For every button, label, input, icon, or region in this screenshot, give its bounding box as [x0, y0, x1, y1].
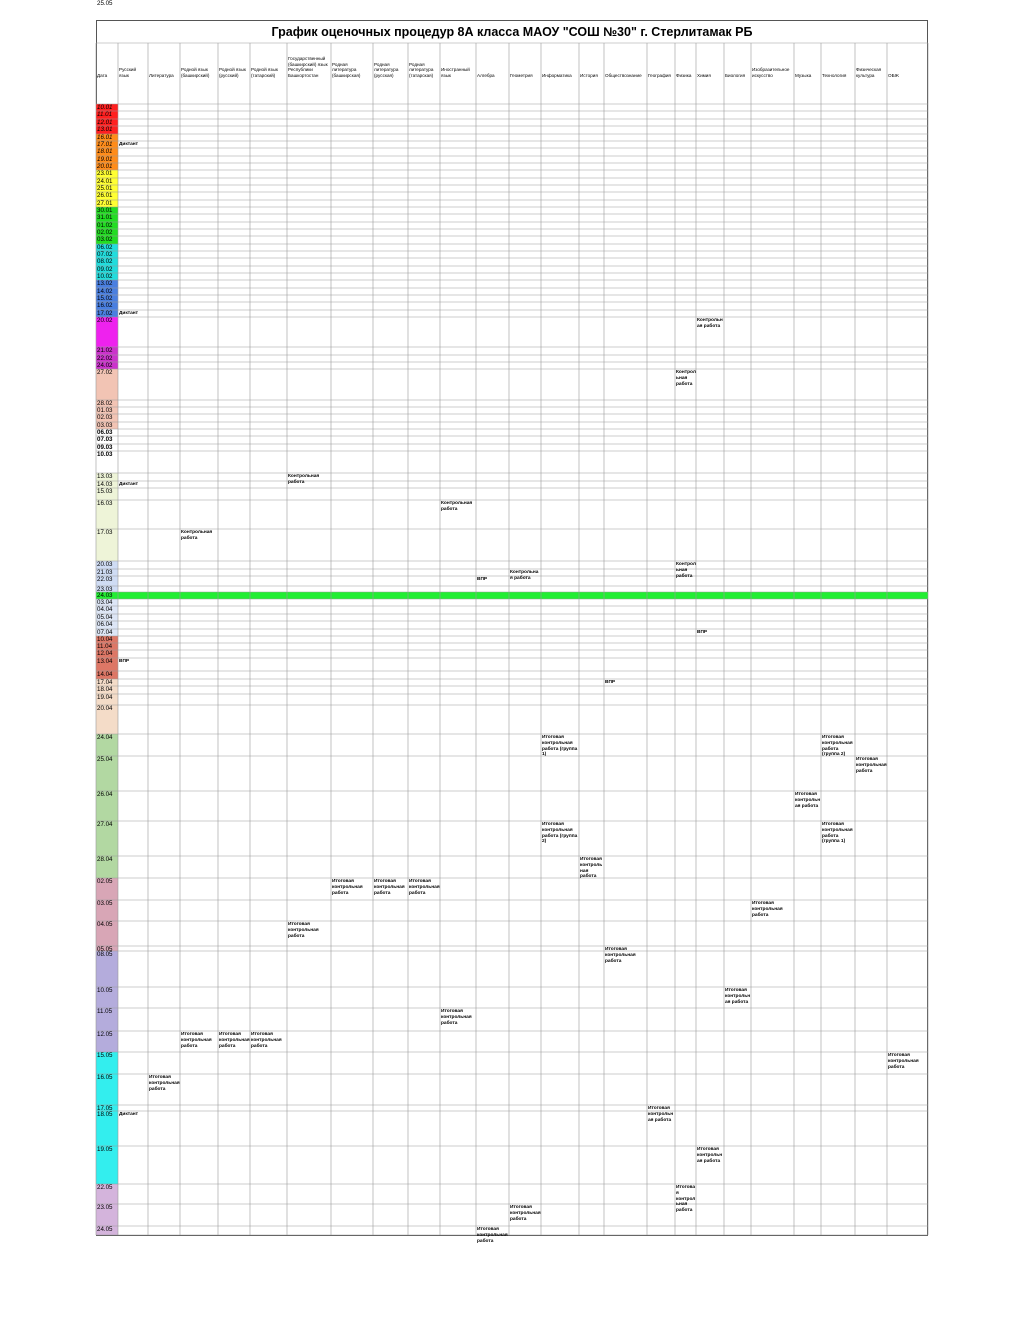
column-header: Обществознание	[605, 72, 642, 78]
date-label: 19.01	[97, 156, 113, 163]
date-label: 30.01	[97, 207, 113, 214]
column-header: Иностранный язык	[441, 67, 470, 78]
date-label: 11.01	[97, 111, 113, 118]
date-label: 03.03	[97, 422, 113, 429]
date-label: 07.02	[97, 251, 113, 258]
date-label: 20.03	[97, 561, 113, 568]
date-label: 04.04	[97, 606, 113, 613]
column-header: Родная литература (татарская)	[409, 61, 434, 78]
date-label: 08.05	[97, 951, 113, 958]
date-label: 28.04	[97, 856, 113, 863]
date-label: 22.02	[97, 355, 113, 362]
date-label: 07.03	[97, 436, 113, 443]
date-label: 31.01	[97, 214, 113, 221]
schedule-entry: Контрольная работа	[288, 474, 320, 485]
date-label: 22.05	[97, 1184, 113, 1191]
date-label: 16.02	[97, 302, 113, 309]
date-label: 06.04	[97, 621, 113, 628]
date-label: 03.02	[97, 236, 113, 243]
date-label: 09.02	[97, 266, 113, 273]
column-header: Литература	[149, 72, 174, 78]
column-header: Геометрия	[510, 72, 533, 78]
schedule-entry: Итоговая контрольная работа	[288, 922, 319, 939]
date-label: 21.03	[97, 569, 113, 576]
date-label: 01.02	[97, 222, 113, 229]
date-label: 26.01	[97, 192, 113, 199]
column-header: Технология	[822, 72, 847, 78]
date-label: 24.04	[97, 734, 113, 741]
column-header: Биология	[725, 72, 746, 78]
schedule-entry: Итоговая контрольная работа	[374, 879, 405, 896]
date-label: 12.01	[97, 119, 113, 126]
date-label: 10.03	[97, 451, 113, 458]
column-header: Родной язык (татарский)	[251, 67, 278, 78]
date-label: 06.03	[97, 429, 113, 436]
date-label: 25.05	[97, 0, 113, 7]
date-label: 21.02	[97, 347, 113, 354]
date-label: 28.02	[97, 400, 113, 407]
schedule-entry: Итоговая контрольная работа	[752, 901, 783, 918]
date-label: 16.01	[97, 134, 113, 141]
date-label: 01.03	[97, 407, 113, 414]
schedule-entry: Итоговая контрольная работа (группа 1)	[542, 735, 578, 758]
schedule-entry: Итоговая контрольная работа	[251, 1032, 282, 1049]
schedule-entry: Итоговая контрольная работа	[648, 1106, 674, 1123]
date-label: 25.01	[97, 185, 113, 192]
highlighted-row	[96, 592, 928, 599]
column-header: Изобразительное искусство	[752, 67, 790, 78]
schedule-entry: Диктант	[119, 311, 139, 316]
page-title: График оценочных процедур 8А класса МАОУ "СОШ №30" г. Стерлитамак РБ	[271, 25, 753, 39]
column-header: ОБЖ	[888, 72, 899, 78]
column-header: Государственный (башкирский) язык Республики Башкортостан	[288, 56, 328, 78]
column-header: Физическая культура	[856, 67, 882, 78]
date-label: 17.04	[97, 679, 113, 686]
schedule-entry: Контрольная работа	[441, 501, 473, 512]
schedule-entry: Итоговая контрольная работа	[580, 857, 603, 880]
schedule-entry: ВПР	[605, 680, 616, 685]
date-label: 10.02	[97, 273, 113, 280]
date-label: 02.05	[97, 878, 113, 885]
schedule-entry: Итоговая контрольная работа (группа 1)	[822, 822, 853, 845]
date-label: 20.02	[97, 317, 113, 324]
date-label: 12.05	[97, 1031, 113, 1038]
date-label: 25.04	[97, 756, 113, 763]
schedule-entry: ВПР	[697, 630, 708, 635]
date-label: 13.01	[97, 126, 113, 133]
date-label: 24.05	[97, 1226, 113, 1233]
schedule-entry: Итоговая контрольная работа	[605, 947, 636, 964]
schedule-entry: Контрольная работа	[181, 530, 213, 541]
date-label: 18.05	[97, 1111, 113, 1118]
schedule-entry: Контрольная работа	[676, 370, 696, 387]
schedule-entry: Итоговая контрольная работа	[149, 1075, 180, 1092]
date-label: 02.03	[97, 414, 113, 421]
column-header: География	[648, 72, 671, 78]
date-label: 23.01	[97, 170, 113, 177]
date-label: 08.02	[97, 258, 113, 265]
date-label: 15.05	[97, 1052, 113, 1059]
date-label: 09.03	[97, 444, 113, 451]
date-label: 03.04	[97, 599, 113, 606]
date-label: 20.01	[97, 163, 113, 170]
schedule-entry: Итоговая контрольная работа	[181, 1032, 212, 1049]
date-label: 18.01	[97, 148, 113, 155]
column-header: Родной язык (русский)	[219, 67, 246, 78]
date-label: 02.02	[97, 229, 113, 236]
date-label: 11.04	[97, 643, 113, 650]
date-label: 16.05	[97, 1074, 113, 1081]
date-label: 18.04	[97, 686, 113, 693]
schedule-entry: Итоговая контрольная работа	[409, 879, 440, 896]
schedule-entry: Итоговая контрольная работа	[725, 988, 751, 1005]
column-header: Информатика	[542, 72, 572, 78]
column-header: Родной язык (башкирский)	[181, 67, 210, 78]
schedule-entry: Итоговая контрольная работа	[676, 1185, 696, 1214]
date-label: 14.02	[97, 288, 113, 295]
date-label: 14.04	[97, 671, 113, 678]
date-label: 17.02	[97, 310, 113, 317]
column-header: История	[580, 72, 598, 78]
date-label: 11.05	[97, 1008, 113, 1015]
date-label: 13.04	[97, 658, 113, 665]
date-label: 10.01	[97, 104, 113, 111]
date-label: 24.01	[97, 178, 113, 185]
column-header: Родная литература (башкирская)	[332, 61, 361, 78]
date-label: 03.05	[97, 900, 113, 907]
date-label: 15.03	[97, 488, 113, 495]
schedule-entry: Контрольная работа	[697, 318, 723, 329]
schedule-entry: Итоговая контрольная работа	[219, 1032, 250, 1049]
date-label: 12.04	[97, 650, 113, 657]
date-label: 05.04	[97, 614, 113, 621]
date-label: 16.03	[97, 500, 113, 507]
date-label: 23.03	[97, 586, 113, 593]
schedule-entry: Диктант	[119, 482, 139, 487]
schedule-entry: Итоговая контрольная работа	[697, 1147, 723, 1164]
schedule-entry: ВПР	[119, 659, 130, 664]
column-header: Физика	[676, 72, 692, 78]
date-label: 22.03	[97, 576, 113, 583]
date-label: 10.05	[97, 987, 113, 994]
schedule-entry: ВПР	[477, 577, 488, 582]
schedule-entry: Диктант	[119, 1112, 139, 1117]
date-label: 17.01	[97, 141, 113, 148]
column-header: Музыка	[795, 72, 812, 78]
date-label: 07.04	[97, 629, 113, 636]
date-label: 26.04	[97, 791, 113, 798]
date-label: 27.01	[97, 200, 113, 207]
date-label: 24.03	[97, 592, 113, 599]
schedule-entry: Контрольная работа	[510, 570, 539, 581]
schedule-entry: Итоговая контрольная работа	[477, 1227, 508, 1244]
date-label: 20.04	[97, 705, 113, 712]
schedule-entry: Итоговая контрольная работа	[856, 757, 887, 774]
date-label: 17.05	[97, 1105, 113, 1112]
date-label: 10.04	[97, 636, 113, 643]
schedule-entry: Контрольная работа	[676, 562, 696, 579]
schedule-entry: Диктант	[119, 142, 139, 147]
schedule-entry: Итоговая контрольная работа	[441, 1009, 472, 1026]
date-label: 19.04	[97, 694, 113, 701]
date-label: 19.05	[97, 1146, 113, 1153]
schedule-entry: Итоговая контрольная работа	[510, 1205, 541, 1222]
schedule-entry: Итоговая контрольная работа	[795, 792, 821, 809]
column-header: Алгебра	[477, 72, 495, 78]
schedule-entry: Итоговая контрольная работа (группа 2)	[822, 735, 853, 758]
date-label: 27.04	[97, 821, 113, 828]
column-header: Русский язык	[119, 67, 137, 78]
date-label: 13.03	[97, 473, 113, 480]
date-label: 05.05	[97, 946, 113, 953]
schedule-entry: Итоговая контрольная работа	[332, 879, 363, 896]
column-header: Дата	[97, 72, 108, 78]
date-label: 15.02	[97, 295, 113, 302]
date-label: 13.02	[97, 280, 113, 287]
date-label: 27.02	[97, 369, 113, 376]
date-label: 24.02	[97, 362, 113, 369]
schedule-entry: Итоговая контрольная работа	[888, 1053, 919, 1070]
date-label: 14.03	[97, 481, 113, 488]
date-label: 17.03	[97, 529, 113, 536]
date-label: 04.05	[97, 921, 113, 928]
schedule-entry: Итоговая контрольная работа (группа 2)	[542, 822, 578, 845]
column-header: Химия	[697, 72, 711, 78]
column-header: Родная литература (русская)	[374, 61, 399, 78]
date-label: 23.05	[97, 1204, 113, 1211]
date-label: 06.02	[97, 244, 113, 251]
